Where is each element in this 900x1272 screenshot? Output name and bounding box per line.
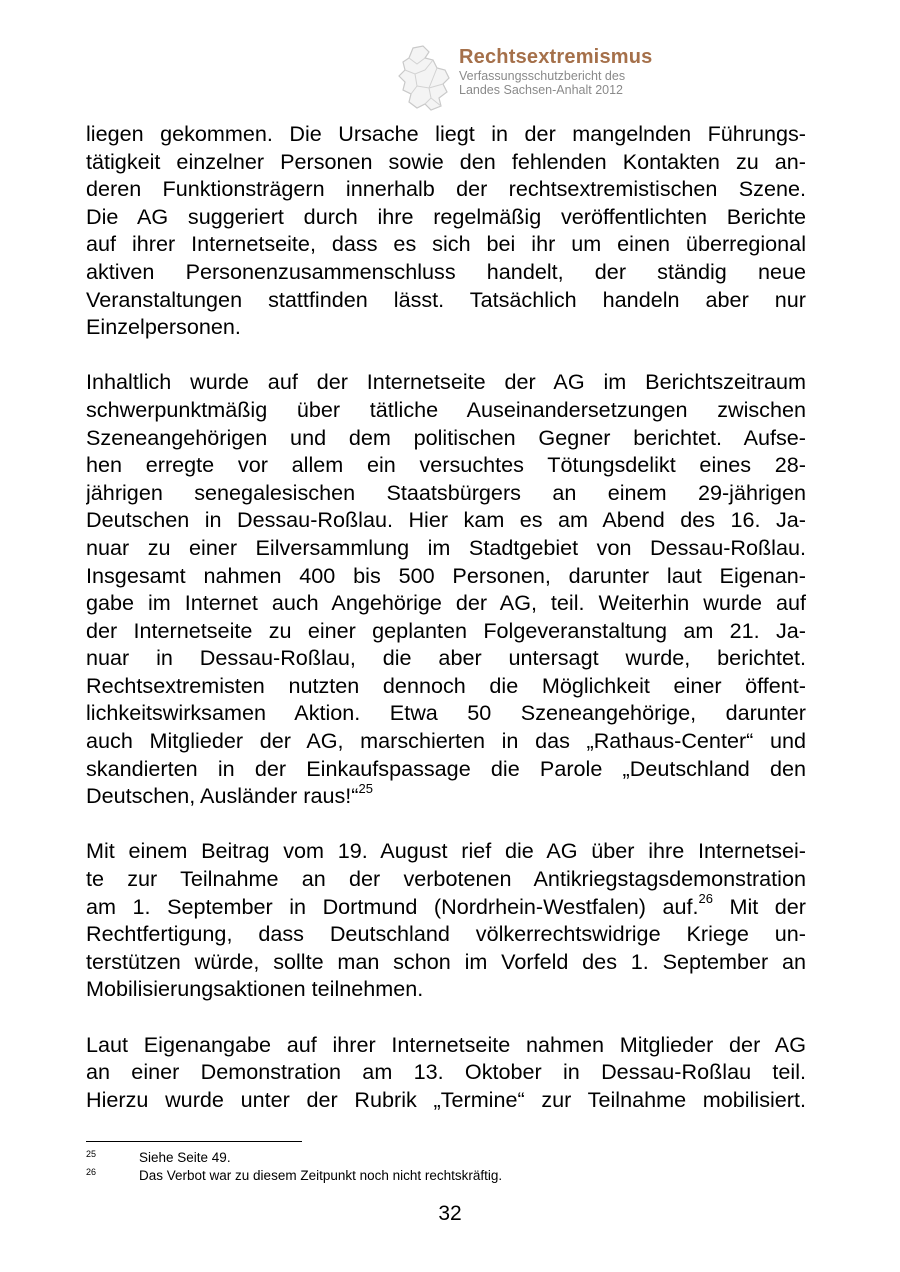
paragraph-1 (86, 120, 806, 341)
text-line: skandierten in der Einkaufspassage die Parole „Deutschland den (86, 755, 806, 781)
text-line-content: Deutschen, Ausländer raus!“ (86, 783, 359, 809)
text-line: Szeneangehörigen und dem politischen Gegner berichtet. Aufse- (86, 424, 806, 450)
text-line-content: Mit der (712, 893, 806, 919)
text-line: Einzelpersonen. (86, 314, 241, 340)
text-line: auch Mitglieder der AG, marschierten in das „Rathaus-Center“ und (86, 728, 806, 754)
body-text (86, 120, 806, 1113)
saxony-anhalt-map-icon (395, 44, 455, 114)
text-line: te zur Teilnahme an der verbotenen Antikriegstagsdemonstration (86, 866, 806, 892)
text-line: Deutschen in Dessau-Roßlau. Hier kam es am Abend des 16. Ja- (86, 507, 806, 533)
text-line: nuar zu einer Eilversammlung im Stadtgebiet von Dessau-Roßlau. (86, 534, 806, 560)
text-line: Mobilisierungsaktionen teilnehmen. (86, 976, 424, 1002)
text-line: an einer Demonstration am 13. Oktober in Dessau-Roßlau teil. (86, 1059, 806, 1085)
text-line: Insgesamt nahmen 400 bis 500 Personen, darunter laut Eigenan- (86, 562, 806, 588)
page-header (395, 42, 695, 117)
text-line: Die AG suggeriert durch ihre regelmäßig veröffentlichten Berichte (86, 203, 806, 229)
paragraph-2 (86, 368, 806, 810)
text-line: Inhaltlich wurde auf der Internetseite der AG im Berichtszeitraum (86, 369, 806, 395)
footnote-text: Das Verbot war zu diesem Zeitpunkt noch nicht rechtskräftig. (139, 1168, 503, 1183)
footnote-number: 25 (86, 1149, 97, 1159)
paragraph-4 (86, 1031, 806, 1114)
text-line (86, 782, 806, 810)
text-line: tätigkeit einzelner Personen sowie den fehlenden Kontakten zu an- (86, 148, 806, 174)
text-line: hen erregte vor allem ein versuchtes Tötungsdelikt eines 28- (86, 452, 806, 478)
header-subtitle-line1: Verfassungsschutzbericht des (459, 69, 626, 83)
text-line: Laut Eigenangabe auf ihrer Internetseite nahmen Mitglieder der AG (86, 1031, 806, 1057)
text-line: deren Funktionsträgern innerhalb der rechtsextremistischen Szene. (86, 176, 806, 202)
text-line: aktiven Personenzusammenschluss handelt, der ständig neue (86, 258, 806, 284)
text-line: Veranstaltungen stattfinden lässt. Tatsächlich handeln aber nur (86, 286, 806, 312)
text-line (86, 893, 806, 921)
paragraph-3 (86, 837, 806, 1003)
page-number: 32 (438, 1202, 462, 1225)
text-line: jährigen senegalesischen Staatsbürgers an einem 29-jährigen (86, 479, 806, 505)
text-line: der Internetseite zu einer geplanten Folgeveranstaltung am 21. Ja- (86, 617, 806, 643)
text-line: liegen gekommen. Die Ursache liegt in der mangelnden Führungs- (86, 121, 806, 146)
text-line: auf ihrer Internetseite, dass es sich bei ihr um einen überregional (86, 231, 806, 257)
footnote-separator (86, 1141, 302, 1142)
text-line: Hierzu wurde unter der Rubrik „Termine“ zur Teilnahme mobilisiert. (86, 1086, 806, 1112)
footnote-text: Siehe Seite 49. (139, 1150, 231, 1165)
text-line: Rechtfertigung, dass Deutschland völkerrechtswidrige Kriege un- (86, 921, 806, 947)
footnote-ref-25[interactable]: 25 (358, 782, 373, 797)
header-subtitle-line2: Landes Sachsen-Anhalt 2012 (459, 83, 624, 97)
text-line: Rechtsextremisten nutzten dennoch die Möglichkeit einer öffent- (86, 672, 806, 698)
text-line-content: am 1. September in Dortmund (Nordrhein-Westfalen) auf. (86, 893, 699, 919)
footnote-number: 26 (86, 1167, 97, 1177)
text-line: terstützen würde, sollte man schon im Vorfeld des 1. September an (86, 948, 806, 974)
text-line: Mit einem Beitrag vom 19. August rief die AG über ihre Internetsei- (86, 838, 806, 864)
text-line: nuar in Dessau-Roßlau, die aber untersagt wurde, berichtet. (86, 645, 806, 671)
text-line: lichkeitswirksamen Aktion. Etwa 50 Szeneangehörige, darunter (86, 700, 806, 726)
header-title: Rechtsextremismus (459, 46, 653, 68)
text-line: gabe im Internet auch Angehörige der AG, teil. Weiterhin wurde auf (86, 590, 806, 616)
text-line: schwerpunktmäßig über tätliche Auseinandersetzungen zwischen (86, 396, 806, 422)
footnote-ref-26[interactable]: 26 (698, 892, 713, 907)
